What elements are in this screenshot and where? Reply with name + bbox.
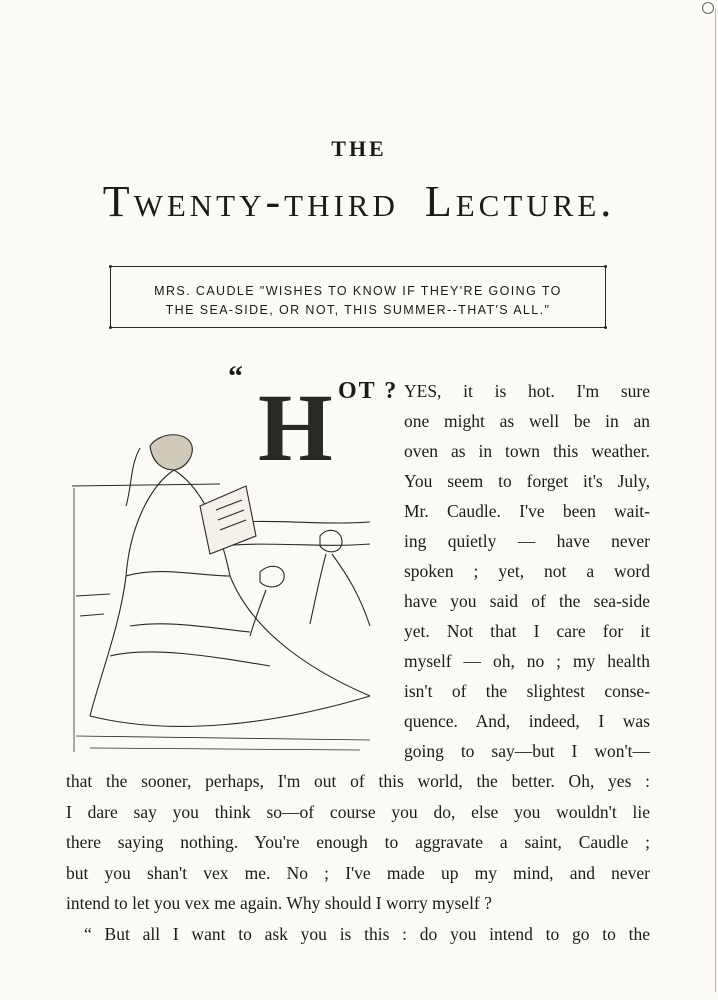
- frame-dot: [604, 265, 607, 268]
- drop-cap-letter: H: [258, 374, 333, 481]
- heading-the: THE: [331, 136, 387, 161]
- text-line: oven as in town this weather.: [404, 441, 650, 461]
- text-line: yet. Not that I care for it: [404, 621, 650, 641]
- seaside-illustration: [70, 376, 380, 756]
- text-line: I dare say you think so—of course you do, else you wouldn't lie: [66, 801, 650, 822]
- text-line: there saying nothing. You're enough to aggravate a saint, Caudle ;: [66, 832, 650, 852]
- frame-dot: [604, 326, 607, 329]
- frame-dot: [109, 326, 112, 329]
- text-line: intend to let you vex me again. Why should I worry myself ?: [66, 893, 492, 913]
- corner-mark-icon: [702, 2, 714, 14]
- text-line: ing quietly — have never: [404, 531, 650, 551]
- body-text-full-width: [66, 766, 650, 949]
- text-line: You seem to forget it's July,: [404, 471, 650, 491]
- open-quote-mark: “: [228, 360, 243, 393]
- text-line: Mr. Caudle. I've been wait-: [404, 501, 650, 521]
- text-line: YES, it is hot. I'm sure: [404, 381, 650, 401]
- text-line: have you said of the sea-side: [404, 591, 650, 611]
- text-line: myself — oh, no ; my health: [404, 651, 650, 671]
- summary-line-1: MRS. CAUDLE "WISHES TO KNOW IF THEY'RE GOING TO: [154, 284, 562, 298]
- text-line: “ But all I want to ask you is this : do you intend to go to the: [84, 923, 650, 944]
- lecture-title: [0, 177, 718, 226]
- frame-dot: [109, 265, 112, 268]
- text-line: that the sooner, perhaps, I'm out of this world, the better. Oh, yes :: [66, 771, 650, 791]
- text-line: one might as well be in an: [404, 411, 650, 431]
- chapter-summary: [118, 282, 598, 320]
- title-word-1: Twenty-third: [102, 177, 399, 226]
- drop-cap-rest: OT ?: [338, 378, 399, 404]
- summary-line-2: THE SEA-SIDE, OR NOT, THIS SUMMER--THAT'S ALL.": [165, 303, 551, 317]
- text-line: quence. And, indeed, I was: [404, 711, 650, 731]
- body-text-right-column: [404, 376, 650, 766]
- text-line: spoken ; yet, not a word: [404, 561, 650, 581]
- title-word-2: Lecture.: [424, 177, 616, 226]
- text-line: going to say—but I won't—: [404, 741, 650, 761]
- text-line: but you shan't vex me. No ; I've made up my mind, and never: [66, 862, 650, 883]
- text-line: isn't of the slightest conse-: [404, 681, 650, 701]
